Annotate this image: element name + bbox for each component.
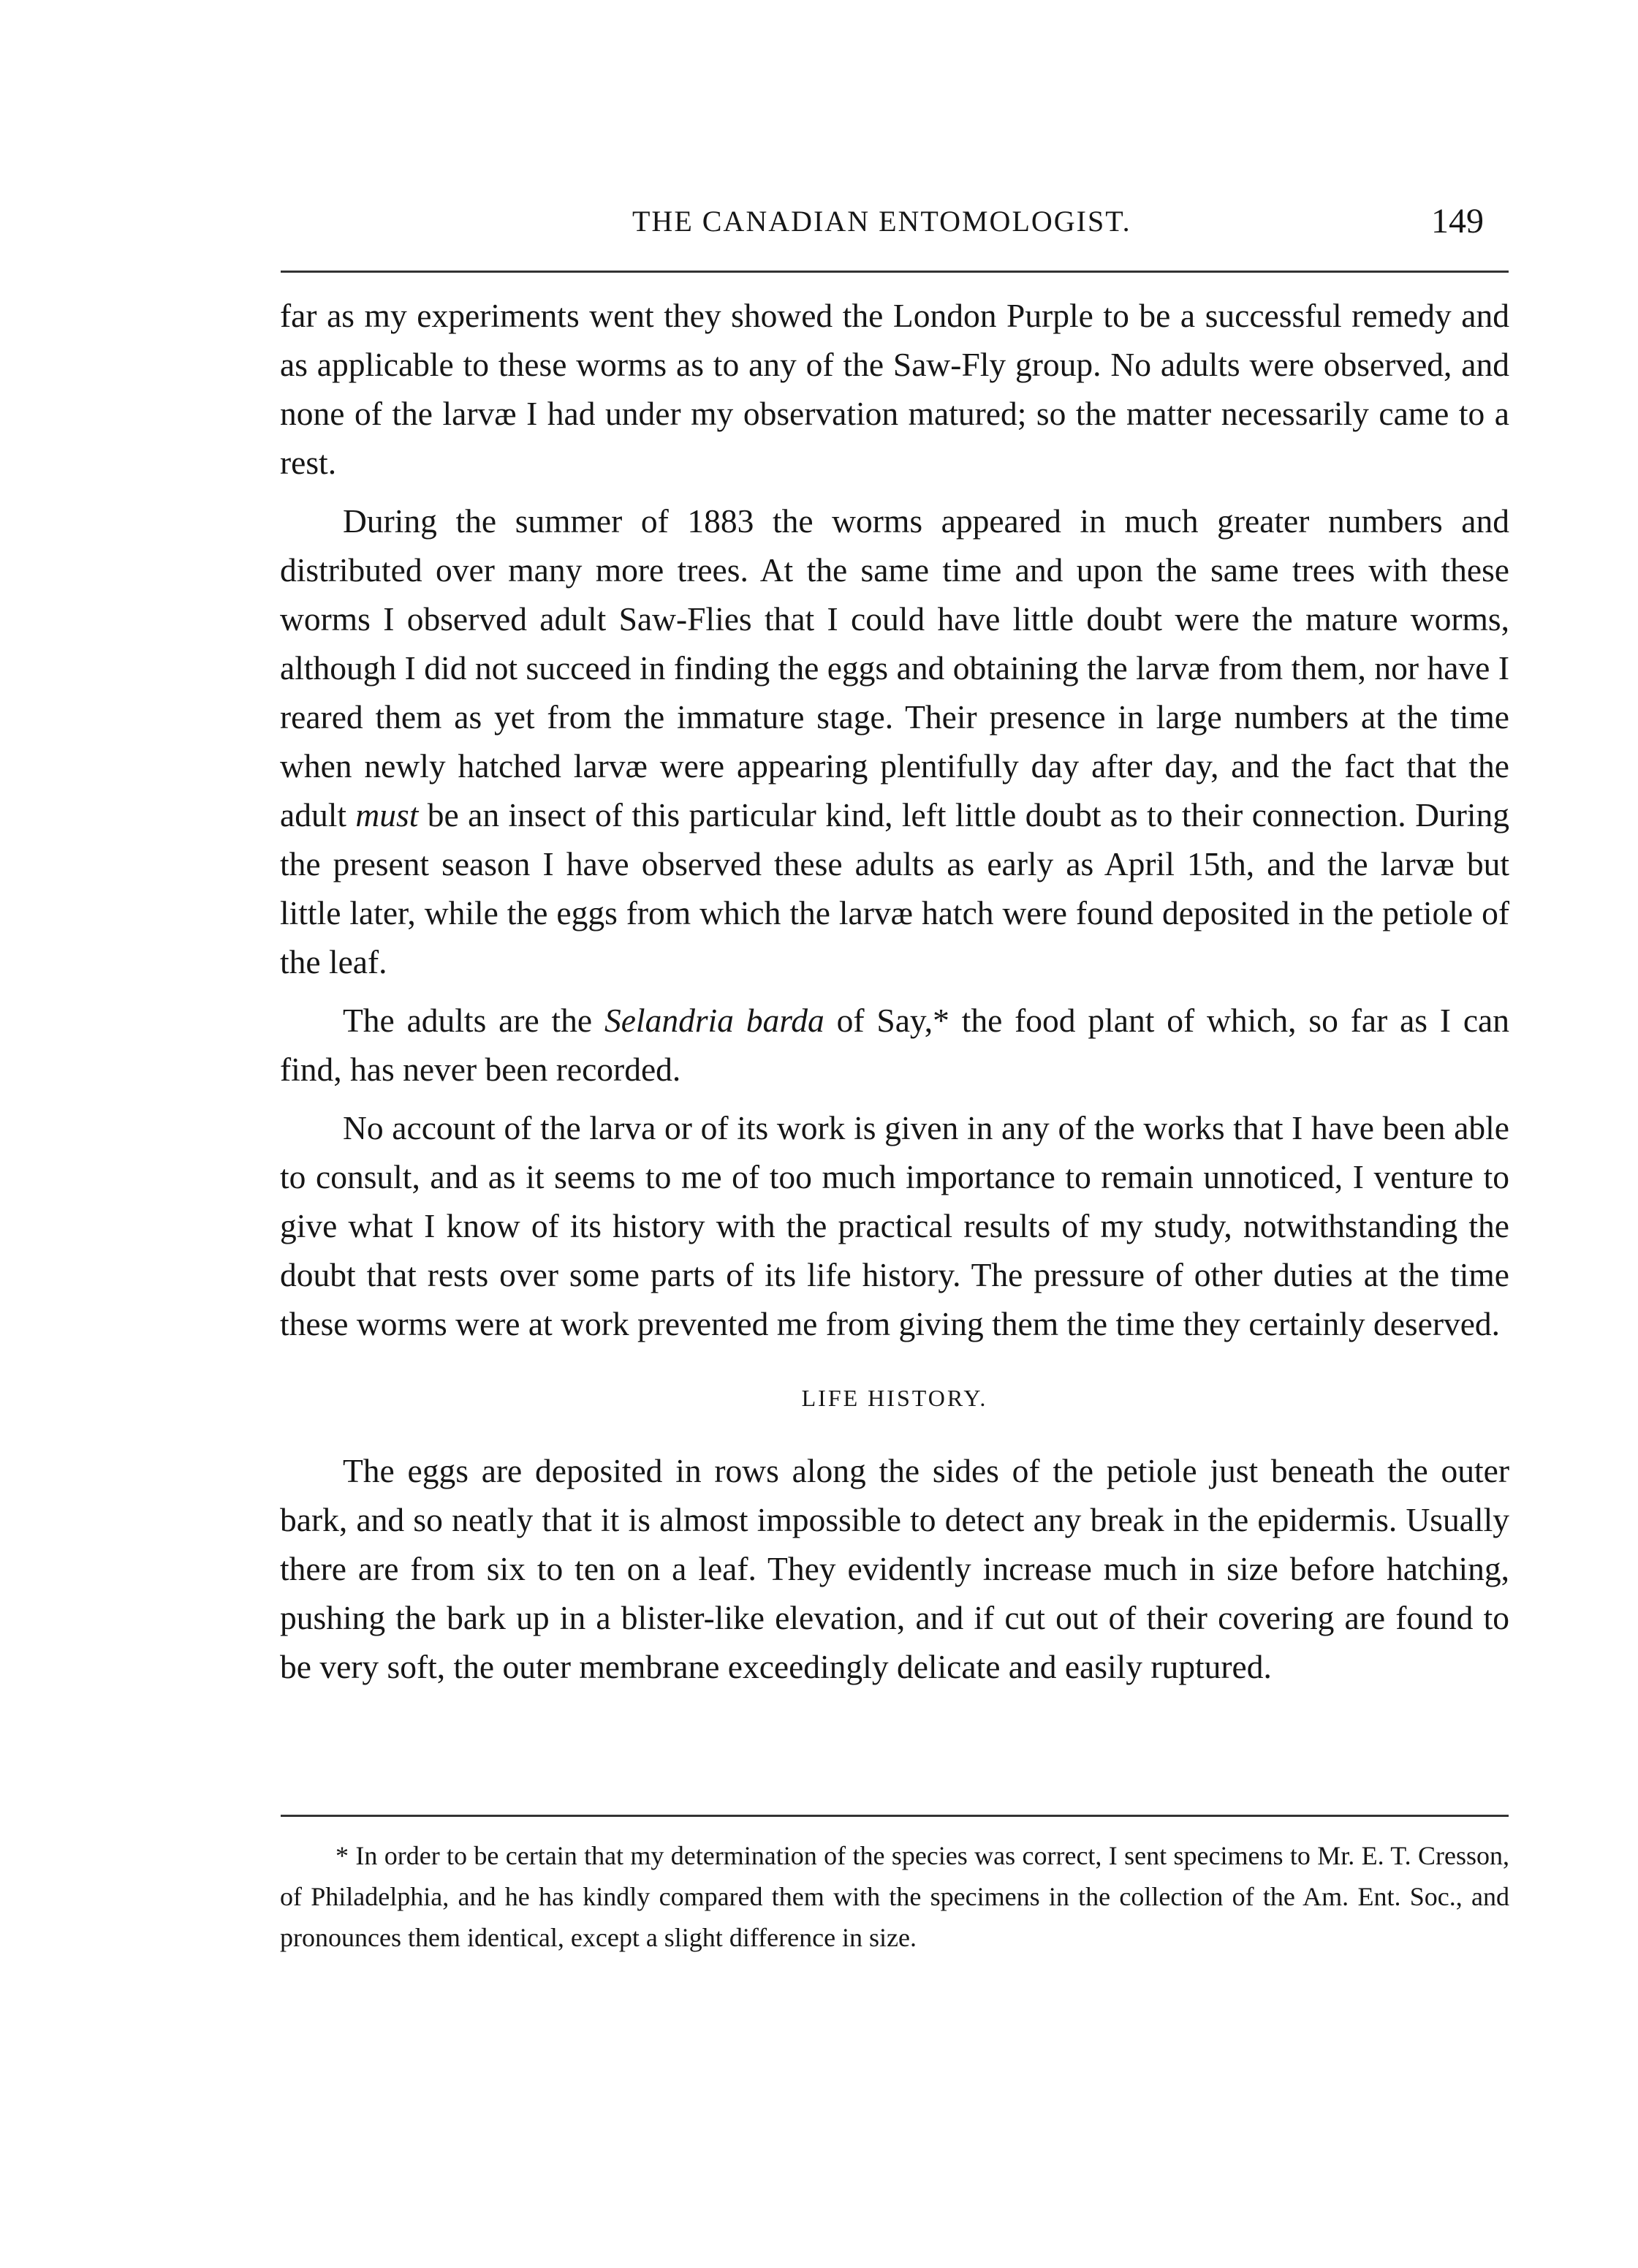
- running-head: [278, 196, 1520, 247]
- paragraph-eggs: The eggs are deposited in rows along the sides of the petiole just beneath the outer bark, and so neatly that it is almost impossible to detect any break in the epidermis. Usually there are from six to ten on a leaf. They evidently increase much in size before hatching, pushing the bark up in a blister-like elevation, and if cut out of their covering are found to be very soft, the outer membrane exceedingly delicate and easily ruptured.: [280, 1452, 1509, 1685]
- header-rule: [281, 271, 1509, 273]
- emphasis-must: must: [355, 796, 419, 834]
- paragraph-text: be an insect of this particular kind, left little doubt as to their connection. During the present season I have observed these adults as early as April 15th, and the larvæ but little later, while the eggs from which the larvæ hatch were found deposited in the petiole of the leaf.: [280, 796, 1509, 980]
- paragraph-adults: [280, 996, 1509, 1094]
- paragraph-no-account: No account of the larva or of its work is given in any of the works that I have been able to consult, and as it seems to me of too much importance to remain unnoticed, I venture to give what I know of its history with the practical results of my study, notwithstanding the doubt that rests over some parts of its life history. The pressure of other duties at the time these worms were at work prevented me from giving them the time they certainly deserved.: [280, 1109, 1509, 1342]
- paragraph-text: of Say,* the food plant of which, so far as I can find, has never been recorded.: [280, 1002, 1509, 1088]
- footnote: * In order to be certain that my determination of the species was correct, I sent specimens to Mr. E. T. Cresson, of Philadelphia, and he has kindly compared them with the specimens in the collection of the Am. Ent. Soc., and pronounces them identical, except a slight difference in size.: [280, 1841, 1509, 1952]
- paragraph-text: During the summer of 1883 the worms appeared in much greater numbers and distributed over many more trees. At the same time and upon the same trees with these worms I observed adult Saw-Flies that I could have little doubt were the mature worms, although I did not succeed in finding the eggs and obtaining the larvæ from them, nor have I reared them as yet from the immature stage. Their presence in large numbers at the time when newly hatched larvæ were appearing plentifully day after day, and the fact that the adult: [280, 502, 1509, 834]
- paragraph-text: The adults are the: [343, 1002, 604, 1039]
- page-number: 149: [1431, 202, 1484, 241]
- paragraph-summer-1883: [280, 496, 1509, 986]
- footnote-rule: [281, 1815, 1509, 1817]
- species-name: Selandria barda: [604, 1002, 824, 1039]
- section-heading: LIFE HISTORY.: [801, 1385, 988, 1411]
- paragraph-continued: far as my experiments went they showed the London Purple to be a successful remedy and as applicable to these worms as to any of the Saw-Fly group. No adults were observed, and none of the larvæ I had under my observation matured; so the matter necessarily came to a rest.: [280, 297, 1509, 481]
- body-text: [280, 291, 1509, 1701]
- journal-title: THE CANADIAN ENTOMOLOGIST.: [632, 205, 1131, 238]
